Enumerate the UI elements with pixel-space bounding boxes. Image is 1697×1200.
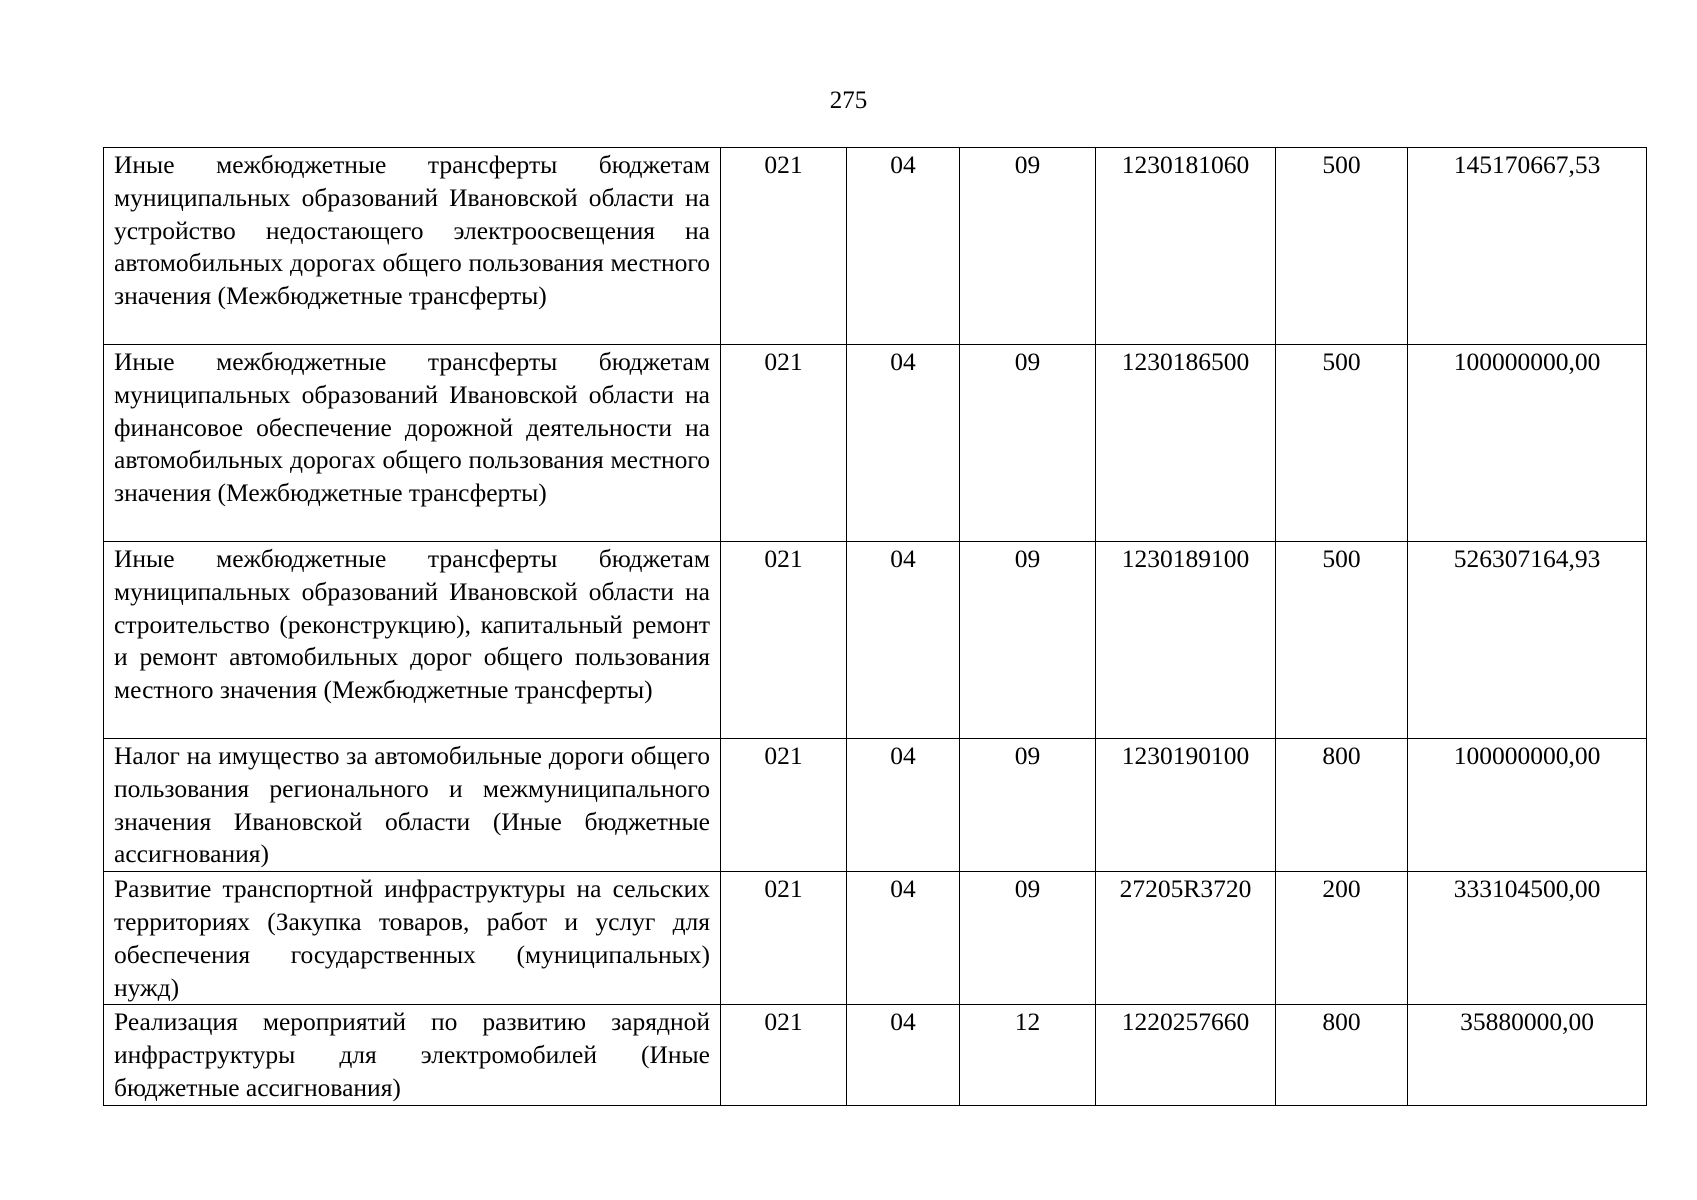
row-description: Иные межбюджетные трансферты бюджетам муниципальных образований Ивановской области на устройство недостающего электроосвещения на автомобильных дорогах общего пользования местного значения (Межбюджетные трансферты) [104,148,721,345]
table-row [104,345,1647,542]
section-code: 04 [847,1005,960,1105]
expense-type-code: 800 [1276,739,1408,872]
expense-type-code: 800 [1276,1005,1408,1105]
subsection-code: 09 [960,345,1096,542]
target-article-code: 1230186500 [1096,345,1276,542]
ministry-code: 021 [721,148,847,345]
subsection-code: 09 [960,148,1096,345]
row-description: Реализация мероприятий по развитию зарядной инфраструктуры для электромобилей (Иные бюджетные ассигнования) [104,1005,721,1105]
amount-value: 35880000,00 [1408,1005,1647,1105]
row-description: Налог на имущество за автомобильные дороги общего пользования регионального и межмуниципального значения Ивановской области (Иные бюджетные ассигнования) [104,739,721,872]
page-number: 275 [829,87,868,114]
table-row [104,872,1647,1005]
row-description: Развитие транспортной инфраструктуры на сельских территориях (Закупка товаров, работ и услуг для обеспечения государственных (муниципальных) нужд) [104,872,721,1005]
ministry-code: 021 [721,1005,847,1105]
target-article-code: 1230181060 [1096,148,1276,345]
section-code: 04 [847,148,960,345]
row-description: Иные межбюджетные трансферты бюджетам муниципальных образований Ивановской области на финансовое обеспечение дорожной деятельности на автомобильных дорогах общего пользования местного значения (Межбюджетные трансферты) [104,345,721,542]
expense-type-code: 500 [1276,542,1408,739]
subsection-code: 09 [960,739,1096,872]
amount-value: 100000000,00 [1408,739,1647,872]
expense-type-code: 500 [1276,345,1408,542]
section-code: 04 [847,739,960,872]
subsection-code: 09 [960,872,1096,1005]
target-article-code: 1230190100 [1096,739,1276,872]
table-row [104,1005,1647,1105]
table-row [104,148,1647,345]
section-code: 04 [847,872,960,1005]
row-description: Иные межбюджетные трансферты бюджетам муниципальных образований Ивановской области на строительство (реконструкцию), капитальный ремонт и ремонт автомобильных дорог общего пользования местного значения (Межбюджетные трансферты) [104,542,721,739]
table-row [104,542,1647,739]
section-code: 04 [847,542,960,739]
target-article-code: 1220257660 [1096,1005,1276,1105]
expense-type-code: 500 [1276,148,1408,345]
ministry-code: 021 [721,542,847,739]
expense-type-code: 200 [1276,872,1408,1005]
amount-value: 333104500,00 [1408,872,1647,1005]
amount-value: 100000000,00 [1408,345,1647,542]
subsection-code: 09 [960,542,1096,739]
ministry-code: 021 [721,872,847,1005]
amount-value: 145170667,53 [1408,148,1647,345]
table-row [104,739,1647,872]
budget-table [103,147,1647,1106]
section-code: 04 [847,345,960,542]
ministry-code: 021 [721,345,847,542]
target-article-code: 27205R3720 [1096,872,1276,1005]
ministry-code: 021 [721,739,847,872]
amount-value: 526307164,93 [1408,542,1647,739]
target-article-code: 1230189100 [1096,542,1276,739]
subsection-code: 12 [960,1005,1096,1105]
